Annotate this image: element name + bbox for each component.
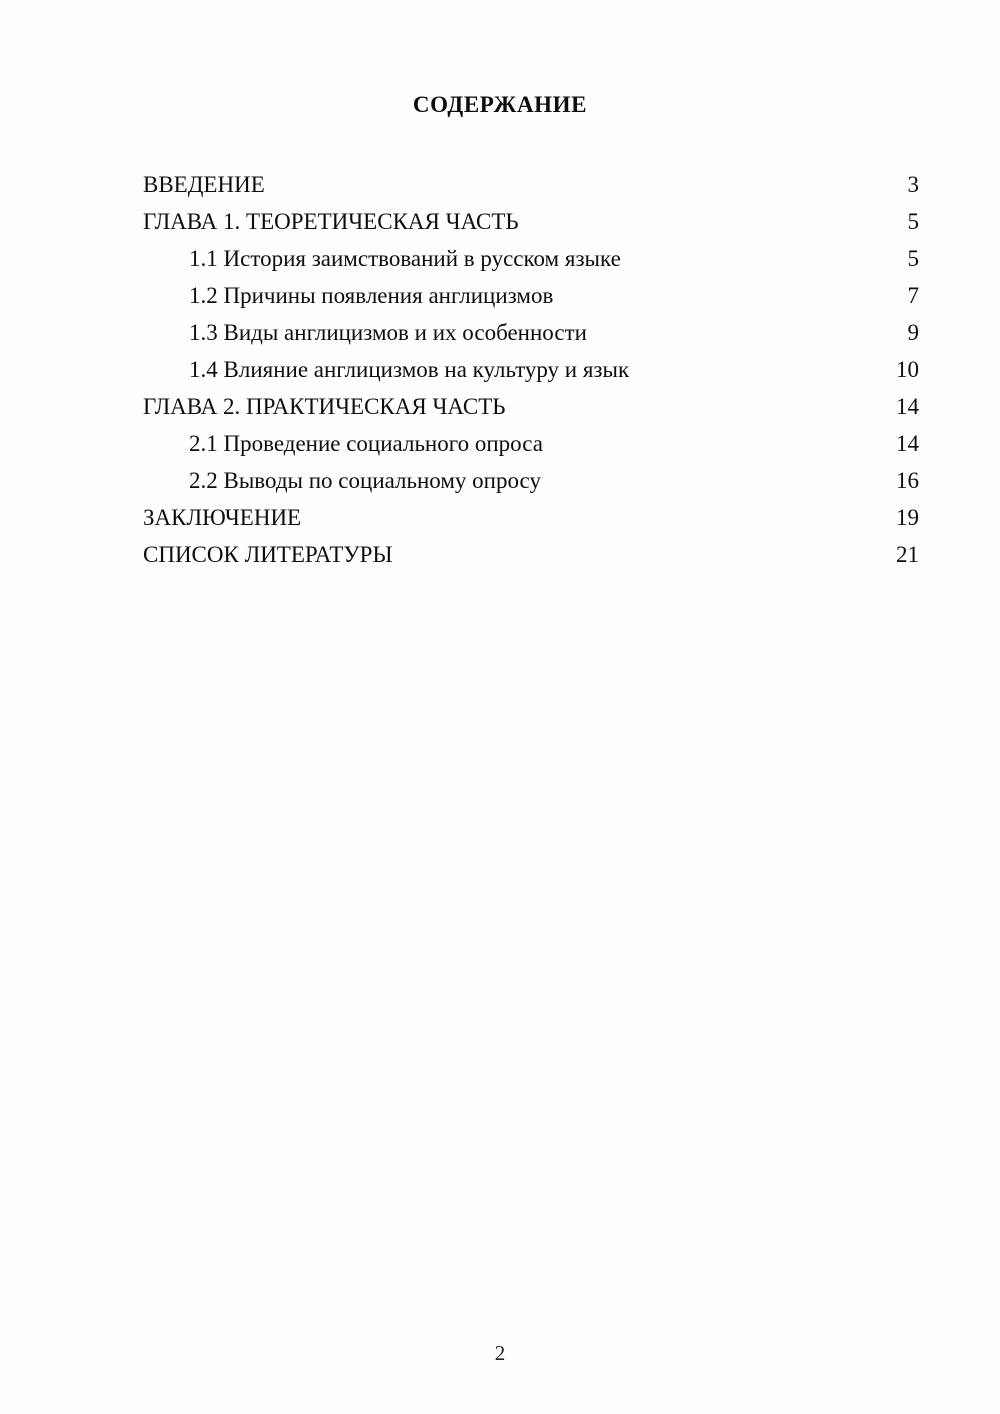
toc-entry-label: ГЛАВА 2. ПРАКТИЧЕСКАЯ ЧАСТЬ	[143, 394, 506, 419]
toc-entry[interactable]	[143, 166, 923, 203]
page-title: СОДЕРЖАНИЕ	[412, 92, 588, 117]
toc-entry[interactable]	[143, 499, 923, 536]
toc-entry-page: 16	[896, 468, 919, 493]
toc-entry-page: 14	[896, 394, 919, 419]
toc-entry-label: 2.2 Выводы по социальному опросу	[189, 468, 541, 493]
footer-page-number: 2	[494, 1341, 506, 1365]
toc-entry-page: 19	[896, 505, 919, 530]
toc-entry-label: 1.2 Причины появления англицизмов	[189, 283, 554, 308]
toc-entry-page: 3	[907, 172, 919, 197]
table-of-contents	[143, 166, 923, 573]
toc-entry-label: ВВЕДЕНИЕ	[143, 172, 265, 197]
toc-entry-page: 10	[896, 357, 919, 382]
toc-entry-page: 14	[896, 431, 919, 456]
toc-entry[interactable]	[143, 388, 923, 425]
toc-entry-page: 5	[907, 209, 919, 234]
toc-entry-page: 5	[907, 246, 919, 271]
toc-entry-page: 21	[896, 542, 919, 567]
toc-entry-label: 2.1 Проведение социального опроса	[189, 431, 543, 456]
toc-entry[interactable]	[143, 462, 923, 499]
toc-entry[interactable]	[143, 203, 923, 240]
toc-entry-label: 1.3 Виды англицизмов и их особенности	[189, 320, 587, 345]
toc-entry-page: 7	[907, 283, 919, 308]
toc-entry-label: 1.1 История заимствований в русском языке	[189, 246, 621, 271]
toc-entry[interactable]	[143, 536, 923, 573]
toc-entry-label: ГЛАВА 1. ТЕОРЕТИЧЕСКАЯ ЧАСТЬ	[143, 209, 519, 234]
toc-entry-label: 1.4 Влияние англицизмов на культуру и язык	[189, 357, 630, 382]
toc-entry[interactable]	[143, 425, 923, 462]
toc-entry[interactable]	[143, 314, 923, 351]
toc-entry-label: ЗАКЛЮЧЕНИЕ	[143, 505, 302, 530]
toc-entry-page: 9	[907, 320, 919, 345]
toc-entry[interactable]	[143, 277, 923, 314]
toc-entry[interactable]	[143, 240, 923, 277]
toc-entry[interactable]	[143, 351, 923, 388]
toc-entry-label: СПИСОК ЛИТЕРАТУРЫ	[143, 542, 393, 567]
